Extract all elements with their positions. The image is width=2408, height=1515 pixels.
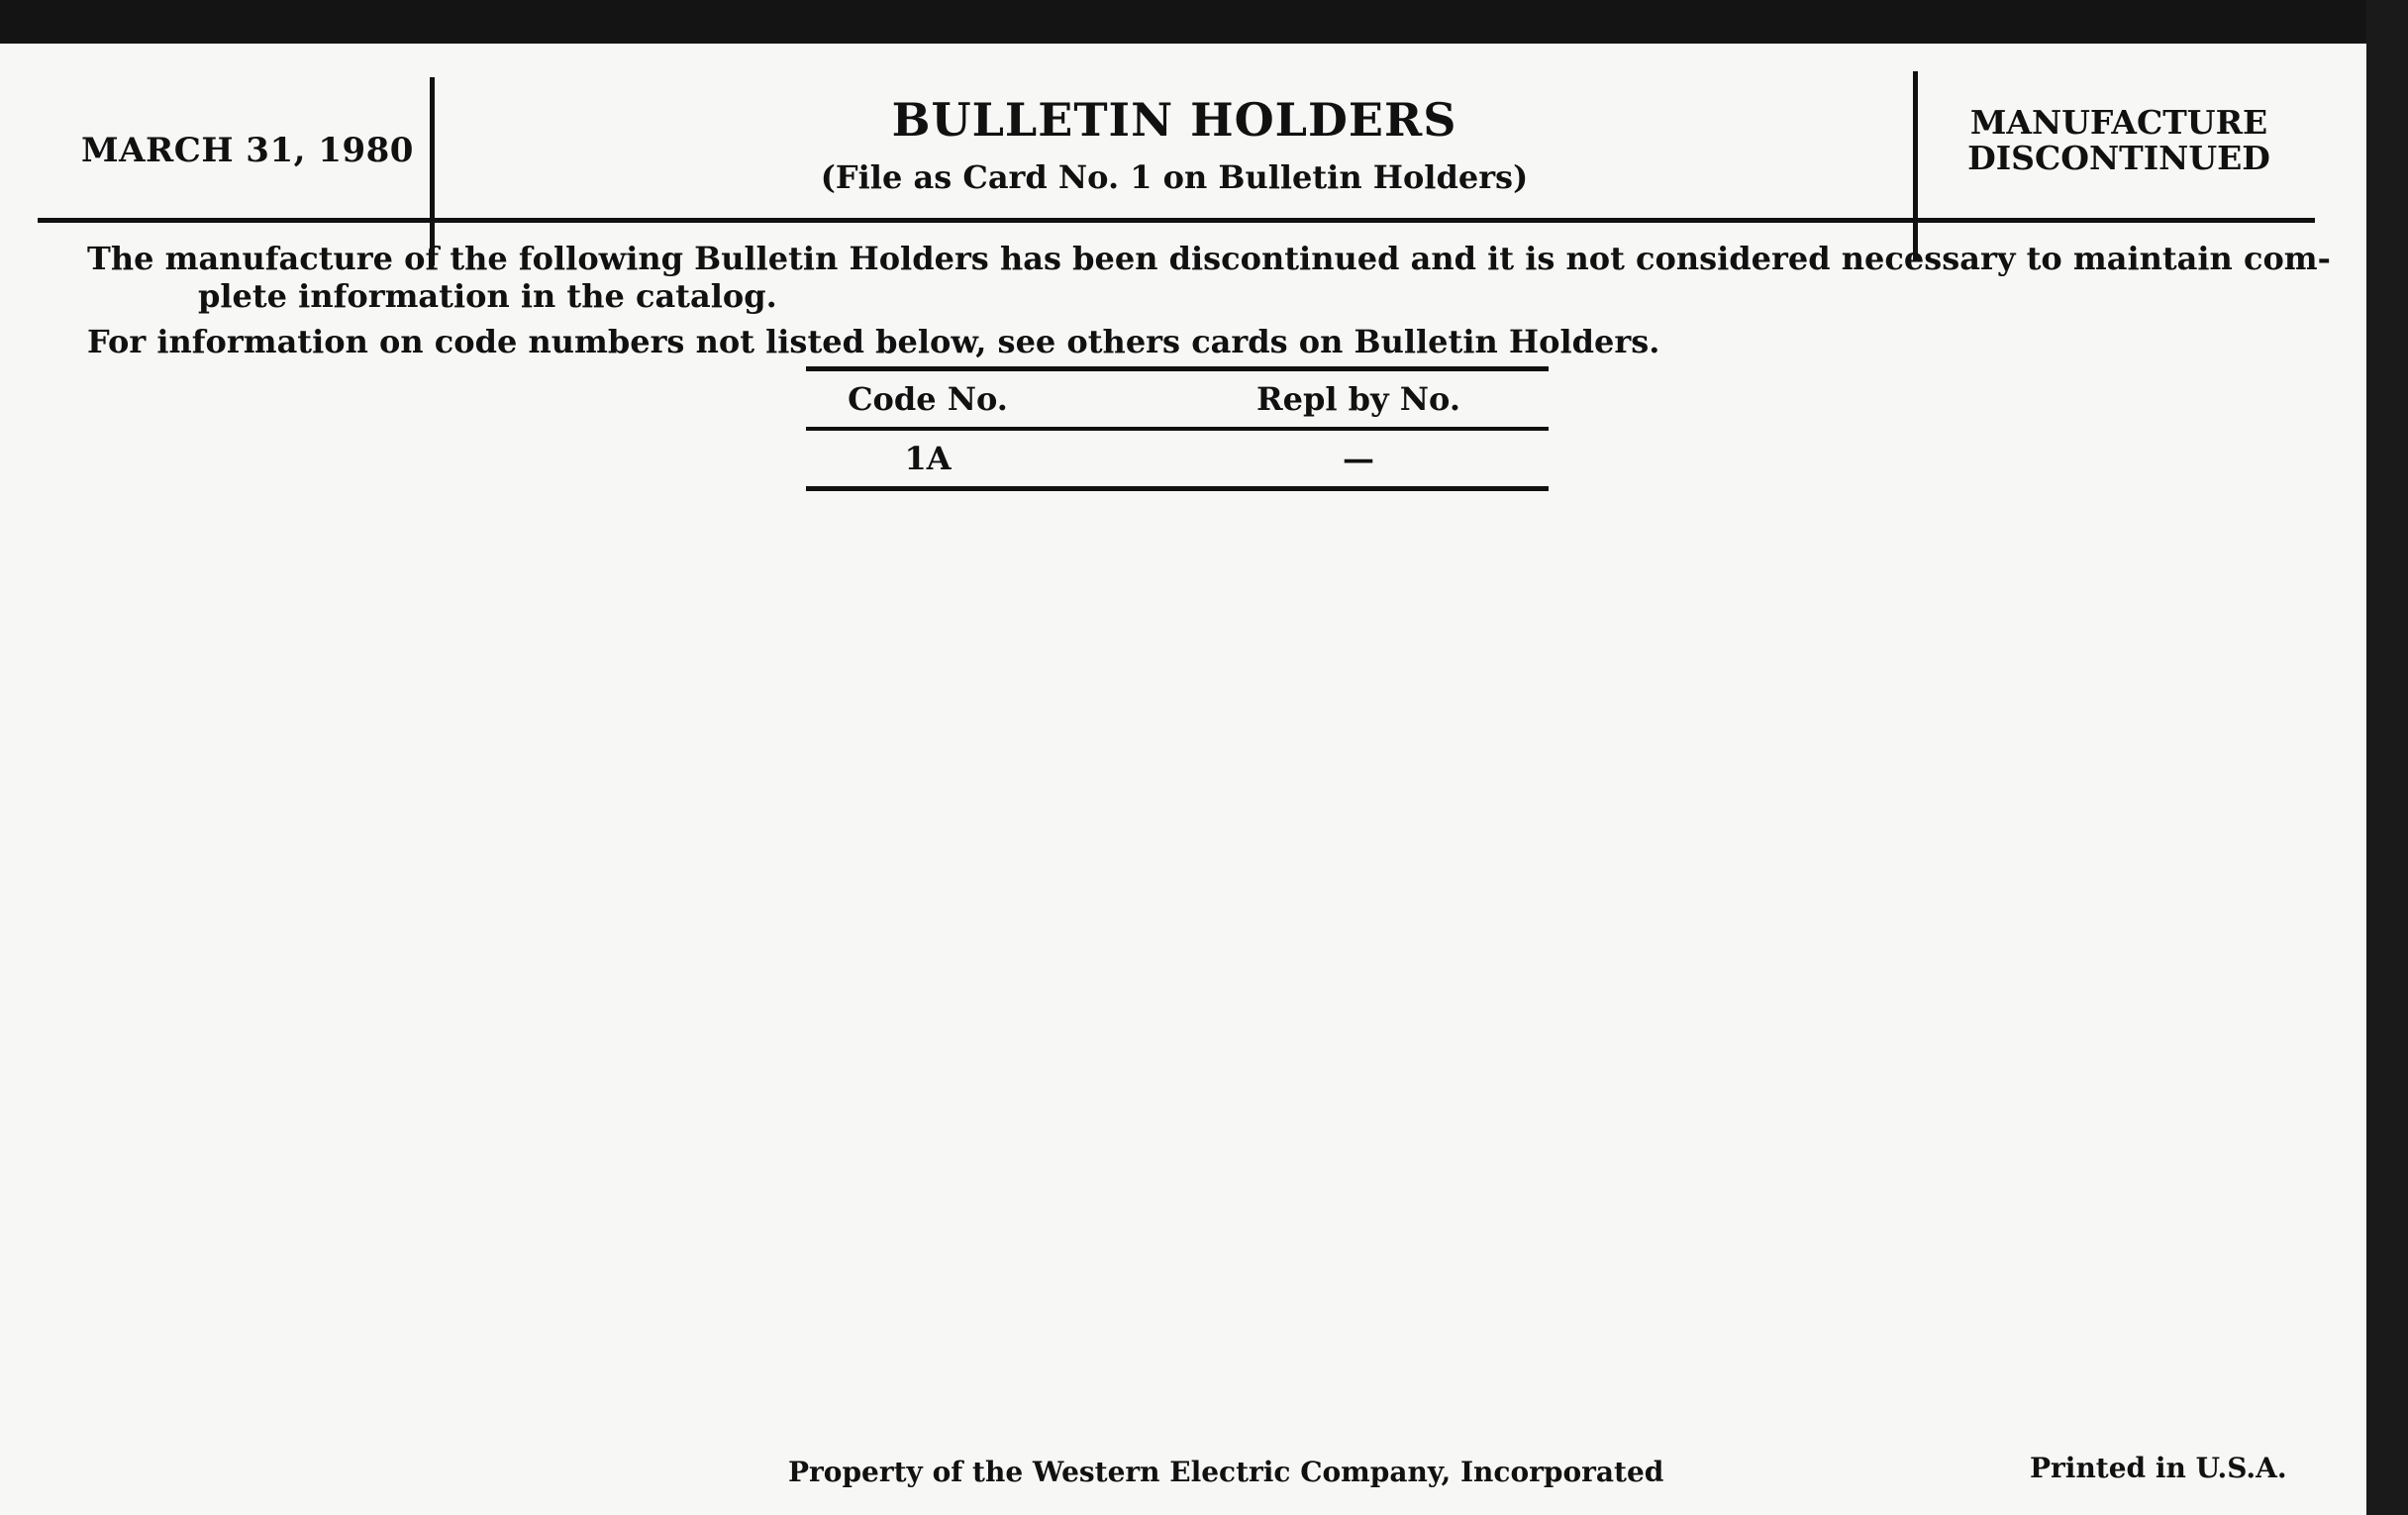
card-title: BULLETIN HOLDERS bbox=[891, 93, 1457, 147]
card-date: MARCH 31, 1980 bbox=[81, 131, 414, 170]
column-header-repl: Repl by No. bbox=[1256, 380, 1460, 418]
scan-edge bbox=[2366, 0, 2408, 1515]
header-rule bbox=[38, 218, 2315, 223]
status-line-1: MANUFACTURE bbox=[1969, 103, 2268, 142]
status-label bbox=[1921, 105, 2317, 176]
replacement-table bbox=[806, 366, 1549, 491]
reference-note: For information on code numbers not listed below, see others cards on Bulletin Holders. bbox=[87, 323, 1660, 360]
notice-line-1: The manufacture of the following Bulletin Holders has been discontinued and it is not considered necessary to maintain com- bbox=[87, 240, 2331, 277]
column-header-code: Code No. bbox=[848, 380, 1008, 418]
notice-line-2: plete information in the catalog. bbox=[198, 277, 777, 315]
discontinued-notice bbox=[87, 240, 2331, 315]
table-rule-bottom bbox=[806, 486, 1549, 491]
cell-repl: — bbox=[1343, 440, 1374, 477]
table-row bbox=[806, 431, 1549, 486]
status-line-2: DISCONTINUED bbox=[1967, 139, 2270, 177]
catalog-card bbox=[0, 44, 2366, 1515]
footer-property: Property of the Western Electric Company, Incorporated bbox=[788, 1456, 1664, 1488]
card-subtitle: (File as Card No. 1 on Bulletin Holders) bbox=[820, 158, 1529, 196]
header-divider-right bbox=[1913, 71, 1918, 261]
footer-printed: Printed in U.S.A. bbox=[2030, 1452, 2287, 1484]
table-header-row bbox=[806, 371, 1549, 427]
cell-code: 1A bbox=[904, 440, 952, 477]
